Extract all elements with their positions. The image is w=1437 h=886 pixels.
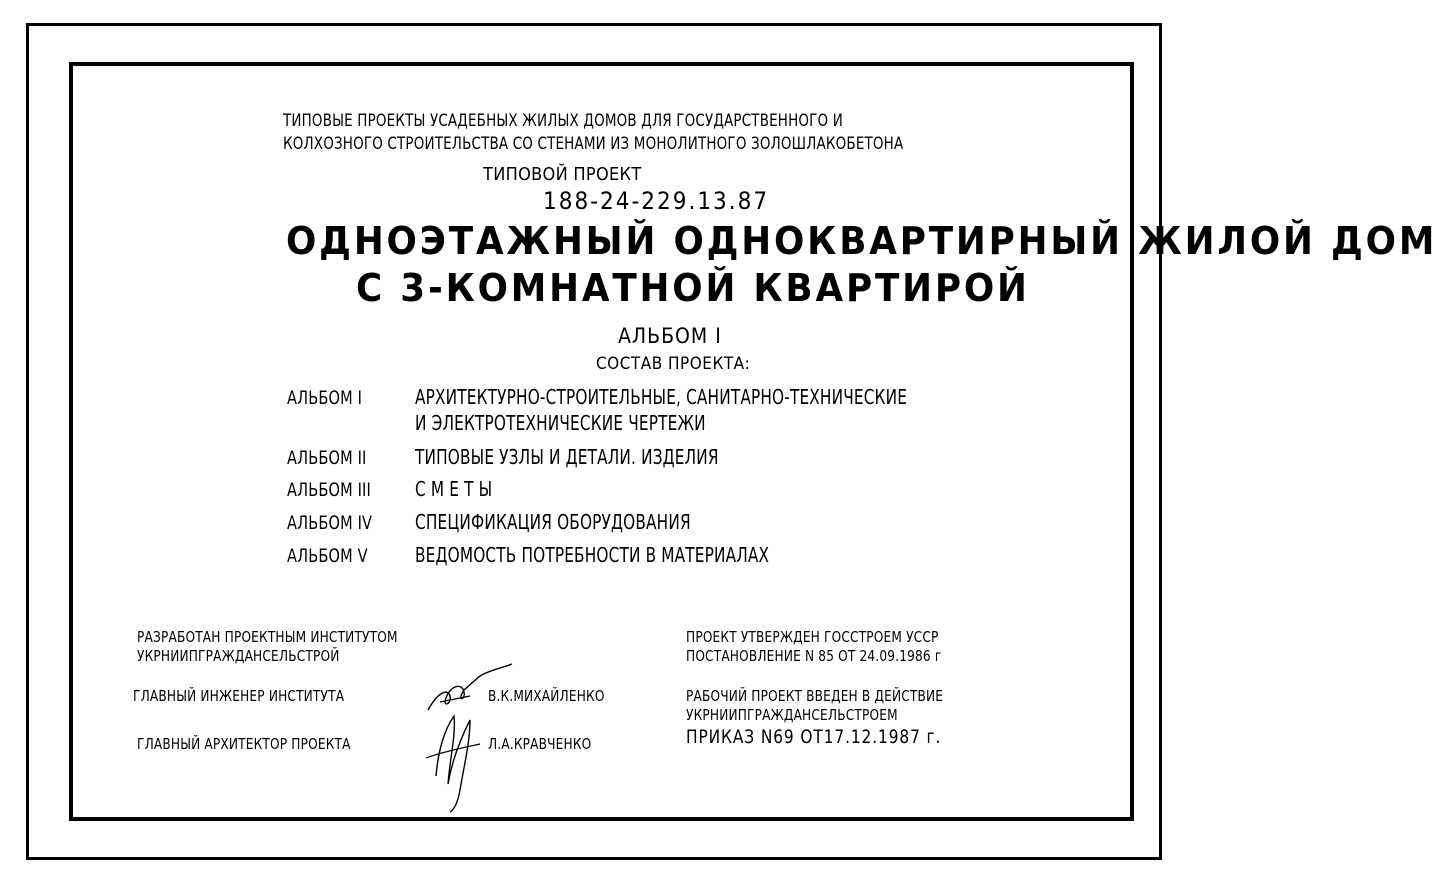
enactment-line-2: УКРНИИПГРАЖДАНСЕЛЬСТРОЕМ: [686, 706, 898, 724]
album-4-desc: СПЕЦИФИКАЦИЯ ОБОРУДОВАНИЯ: [415, 510, 691, 534]
album-title: АЛЬБОМ I: [618, 324, 722, 348]
series-title-line-2: КОЛХОЗНОГО СТРОИТЕЛЬСТВА СО СТЕНАМИ ИЗ МОНОЛИТНОГО ЗОЛОШЛАКОБЕТОНА: [283, 134, 904, 154]
document-title-line-2: С 3-КОМНАТНОЙ КВАРТИРОЙ: [356, 266, 1030, 310]
developer-line-2: УКРНИИПГРАЖДАНСЕЛЬСТРОЙ: [137, 647, 340, 665]
album-2-label: АЛЬБОМ II: [287, 447, 367, 469]
album-1-label: АЛЬБОМ I: [287, 387, 363, 409]
enactment-line-1: РАБОЧИЙ ПРОЕКТ ВВЕДЕН В ДЕЙСТВИЕ: [686, 687, 944, 705]
chief-engineer-name: В.К.МИХАЙЛЕНКО: [488, 687, 605, 705]
approval-line-2: ПОСТАНОВЛЕНИЕ N 85 ОТ 24.09.1986 г: [686, 647, 942, 665]
approval-line-1: ПРОЕКТ УТВЕРЖДЕН ГОССТРОЕМ УССР: [686, 628, 939, 646]
chief-architect-role: ГЛАВНЫЙ АРХИТЕКТОР ПРОЕКТА: [137, 735, 351, 753]
album-3-label: АЛЬБОМ III: [287, 479, 371, 501]
series-title-line-1: ТИПОВЫЕ ПРОЕКТЫ УСАДЕБНЫХ ЖИЛЫХ ДОМОВ ДЛЯ ГОСУДАРСТВЕННОГО И: [283, 111, 843, 131]
album-4-label: АЛЬБОМ IV: [287, 512, 373, 534]
album-5-desc: ВЕДОМОСТЬ ПОТРЕБНОСТИ В МАТЕРИАЛАХ: [415, 543, 770, 567]
project-label: ТИПОВОЙ ПРОЕКТ: [483, 164, 642, 185]
order-line: ПРИКАЗ N69 ОТ17.12.1987 г.: [686, 726, 942, 748]
chief-architect-name: Л.А.КРАВЧЕНКО: [488, 735, 592, 753]
document-title-line-1: ОДНОЭТАЖНЫЙ ОДНОКВАРТИРНЫЙ ЖИЛОЙ ДОМ: [286, 219, 1437, 263]
album-2-desc: ТИПОВЫЕ УЗЛЫ И ДЕТАЛИ. ИЗДЕЛИЯ: [415, 445, 719, 469]
album-3-desc: С М Е Т Ы: [415, 477, 493, 501]
album-1-desc-line-2: И ЭЛЕКТРОТЕХНИЧЕСКИЕ ЧЕРТЕЖИ: [415, 411, 706, 435]
signature-kravchenko: [418, 706, 488, 816]
project-number: 188-24-229.13.87: [543, 187, 770, 215]
composition-heading: СОСТАВ ПРОЕКТА:: [596, 354, 751, 374]
developer-line-1: РАЗРАБОТАН ПРОЕКТНЫМ ИНСТИТУТОМ: [137, 628, 398, 646]
album-5-label: АЛЬБОМ V: [287, 545, 368, 567]
chief-engineer-role: ГЛАВНЫЙ ИНЖЕНЕР ИНСТИТУТА: [133, 687, 345, 705]
album-1-desc-line-1: АРХИТЕКТУРНО-СТРОИТЕЛЬНЫЕ, САНИТАРНО-ТЕХНИЧЕСКИЕ: [415, 385, 908, 409]
